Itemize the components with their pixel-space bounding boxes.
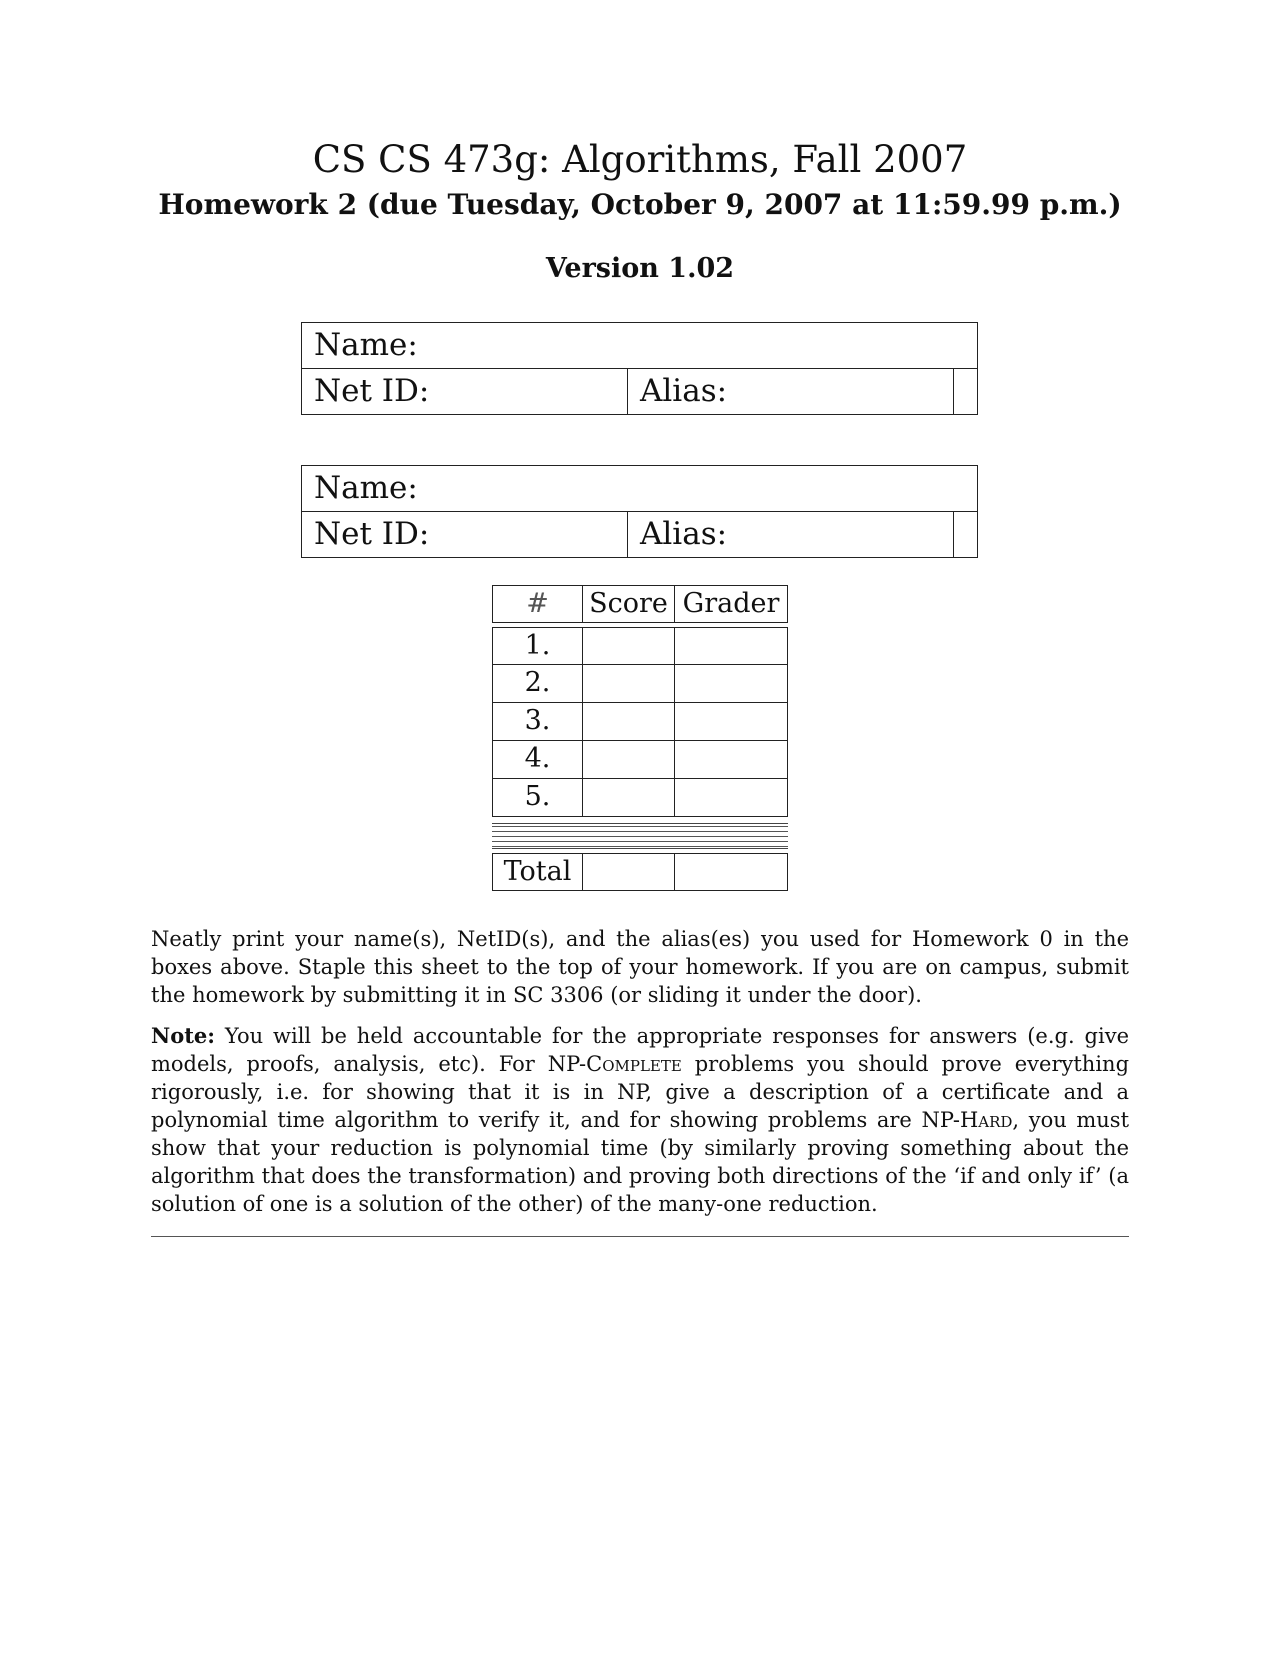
note-text-2: problems you should prove everything rigorously, i.e. for showing that it is in NP, give a description of a certificate and a polynomial time algorithm to verify it, and for showing problems are NP-: [151, 1052, 1130, 1132]
note-paragraph: [151, 1022, 1129, 1218]
problem-number: 2.: [493, 665, 583, 702]
table-row: [492, 741, 788, 779]
total-label: Total: [493, 854, 583, 890]
np-complete-term: Complete: [586, 1052, 682, 1076]
alias-label: Alias:: [628, 512, 954, 557]
student-id-box-1: [301, 322, 978, 415]
table-row: [492, 665, 788, 703]
netid-label: Net ID:: [302, 369, 628, 414]
grade-table-header: [492, 585, 788, 623]
score-cell: [583, 703, 675, 740]
problem-number: 5.: [493, 779, 583, 816]
grader-cell: [675, 741, 787, 778]
grader-cell: [675, 703, 787, 740]
grader-cell: [675, 665, 787, 702]
table-row: [492, 779, 788, 817]
box-tail-cell: [954, 369, 977, 414]
alias-label: Alias:: [628, 369, 954, 414]
total-separator: [492, 823, 788, 849]
header-number: #: [493, 586, 583, 622]
homework-subtitle: Homework 2 (due Tuesday, October 9, 2007 at 11:59.99 p.m.): [158, 188, 1122, 221]
score-cell: [583, 628, 675, 664]
name-label: Name:: [314, 327, 418, 363]
table-row: [492, 703, 788, 741]
box-tail-cell: [954, 512, 977, 557]
grade-table: [492, 585, 788, 891]
grader-cell: [675, 628, 787, 664]
score-cell: [583, 665, 675, 702]
netid-label: Net ID:: [302, 512, 628, 557]
document-title: CS CS 473g: Algorithms, Fall 2007: [312, 138, 968, 181]
note-label: Note:: [151, 1023, 216, 1048]
problem-number: 3.: [493, 703, 583, 740]
student-id-box-2: [301, 465, 978, 558]
note-text-3: , you must show that your reduction is polynomial time (by similarly proving something about the algorithm that does the transformation) and proving both directions of the ‘if and only if’ (a solution of one is a solution of the other) of the many-one reduction.: [151, 1108, 1130, 1216]
grader-cell: [675, 854, 787, 890]
table-row: [492, 627, 788, 665]
horizontal-rule: [151, 1236, 1129, 1237]
score-cell: [583, 741, 675, 778]
note-text-1: You will be held accountable for the appropriate responses for answers (e.g. give models, proofs, analysis, etc). For NP-: [151, 1024, 1129, 1076]
grader-cell: [675, 779, 787, 816]
version-label: Version 1.02: [545, 253, 735, 284]
np-hard-term: Hard: [959, 1108, 1013, 1132]
total-row: [492, 853, 788, 891]
header-grader: Grader: [682, 588, 780, 619]
problem-number: 1.: [493, 628, 583, 664]
header-score: Score: [583, 586, 675, 622]
problem-number: 4.: [493, 741, 583, 778]
instructions-paragraph: Neatly print your name(s), NetID(s), and the alias(es) you used for Homework 0 in the boxes above. Staple this sheet to the top of your homework. If you are on campus, submit the homework by submitting it in SC 3306 (or sliding it under the door).: [151, 927, 1129, 1007]
score-cell: [583, 779, 675, 816]
name-label: Name:: [314, 470, 418, 506]
score-cell: [583, 854, 675, 890]
